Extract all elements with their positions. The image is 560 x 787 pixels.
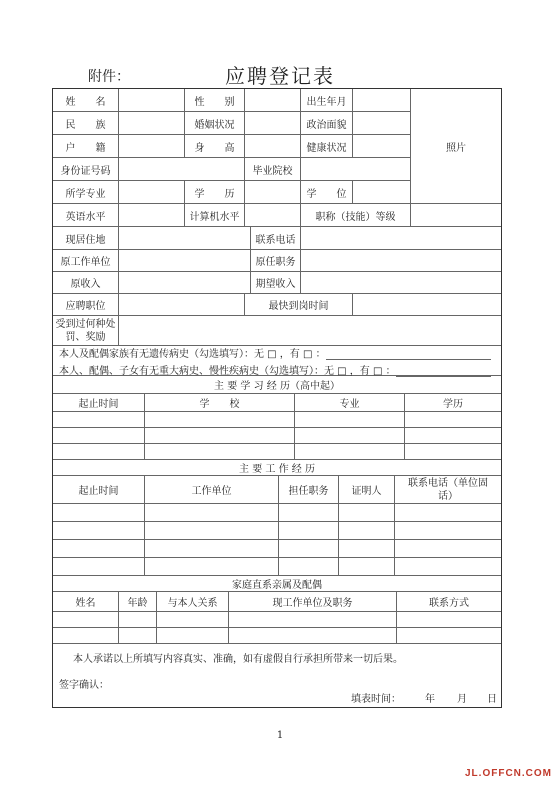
education-label: 学 历 <box>185 181 245 204</box>
study-row-3-degree[interactable] <box>405 444 501 460</box>
work-heading: 主 要 工 作 经 历 <box>53 460 501 476</box>
hereditary-disease-text: 本人及配偶家族有无遗传病史（勾选填写）：无 □ ，有 □ ： <box>59 348 326 360</box>
expected-income-field[interactable] <box>301 272 501 294</box>
study-row-2-major[interactable] <box>295 428 405 444</box>
phone-field[interactable] <box>301 227 501 250</box>
height-field[interactable] <box>245 135 301 158</box>
prev-position-label: 原任职务 <box>251 250 301 272</box>
family-row-2-employer[interactable] <box>229 628 397 644</box>
applied-position-field[interactable] <box>119 294 245 316</box>
study-row-3-time[interactable] <box>53 444 145 460</box>
work-col-phone <box>395 476 501 504</box>
family-col-name: 姓名 <box>53 592 119 612</box>
disease-line-1 <box>59 345 499 360</box>
study-row-2-school[interactable] <box>145 428 295 444</box>
study-row-1-degree[interactable] <box>405 412 501 428</box>
date-day: 日 <box>487 694 497 705</box>
prev-position-field[interactable] <box>301 250 501 272</box>
ethnicity-label: 民 族 <box>53 112 119 135</box>
family-row-2-age[interactable] <box>119 628 157 644</box>
work-col-time: 起止时间 <box>53 476 145 504</box>
health-label: 健康状况 <box>301 135 353 158</box>
study-row-3-school[interactable] <box>145 444 295 460</box>
awards-label <box>53 316 119 346</box>
work-col-employer: 工作单位 <box>145 476 279 504</box>
birth-label: 出生年月 <box>301 89 353 112</box>
computer-label: 计算机水平 <box>185 204 245 227</box>
work-col-referee: 证明人 <box>339 476 395 504</box>
family-row-1-contact[interactable] <box>397 612 501 628</box>
family-row-2-contact[interactable] <box>397 628 501 644</box>
family-row-1-employer[interactable] <box>229 612 397 628</box>
work-row-3-employer[interactable] <box>145 540 279 558</box>
awards-label-text: 受到过何种处罚、奖励 <box>55 318 116 343</box>
marital-label: 婚姻状况 <box>185 112 245 135</box>
awards-field[interactable] <box>119 316 501 346</box>
study-row-1-time[interactable] <box>53 412 145 428</box>
work-row-1-position[interactable] <box>279 504 339 522</box>
hereditary-disease-line[interactable] <box>326 349 491 360</box>
major-disease-line[interactable] <box>396 366 491 377</box>
promise-text: 本人承诺以上所填写内容真实、准确，如有虚假自行承担所带来一切后果。 <box>73 654 403 665</box>
family-heading: 家庭直系亲属及配偶 <box>53 576 501 592</box>
major-disease-text: 本人、配偶、子女有无重大病史、慢性疾病史（勾选填写）：无 □ ，有 □ ： <box>59 365 396 377</box>
family-col-contact: 联系方式 <box>397 592 501 612</box>
study-col-school: 学 校 <box>145 394 295 412</box>
study-col-degree: 学历 <box>405 394 501 412</box>
work-row-3-referee[interactable] <box>339 540 395 558</box>
signature-label: 签字确认： <box>59 680 109 691</box>
ethnicity-field[interactable] <box>119 112 185 135</box>
marital-field[interactable] <box>245 112 301 135</box>
hukou-label: 户 籍 <box>53 135 119 158</box>
study-row-2-degree[interactable] <box>405 428 501 444</box>
gender-label: 性 别 <box>185 89 245 112</box>
study-heading: 主 要 学 习 经 历（高中起） <box>53 376 501 394</box>
applied-position-label: 应聘职位 <box>53 294 119 316</box>
study-row-3-major[interactable] <box>295 444 405 460</box>
work-row-1-phone[interactable] <box>395 504 501 522</box>
degree-label: 学 位 <box>301 181 353 204</box>
photo-box[interactable]: 照片 <box>411 89 501 204</box>
title-level-label: 职称（技能）等级 <box>301 204 411 227</box>
study-col-major: 专业 <box>295 394 405 412</box>
address-field[interactable] <box>119 227 251 250</box>
family-col-employer: 现工作单位及职务 <box>229 592 397 612</box>
site-watermark-logo: JL.OFFCN.COM <box>465 768 552 779</box>
study-row-1-school[interactable] <box>145 412 295 428</box>
work-row-3-phone[interactable] <box>395 540 501 558</box>
page-number: 1 <box>276 730 284 741</box>
study-row-1-major[interactable] <box>295 412 405 428</box>
prev-employer-label: 原工作单位 <box>53 250 119 272</box>
work-row-2-position[interactable] <box>279 522 339 540</box>
work-row-3-position[interactable] <box>279 540 339 558</box>
study-row-2-time[interactable] <box>53 428 145 444</box>
english-field[interactable] <box>119 204 185 227</box>
education-field[interactable] <box>245 181 301 204</box>
date-month: 月 <box>457 694 467 705</box>
work-col-position: 担任职务 <box>279 476 339 504</box>
school-label: 毕业院校 <box>245 158 301 181</box>
family-row-2-name[interactable] <box>53 628 119 644</box>
footer-section <box>53 644 501 707</box>
date-year: 年 <box>425 694 435 705</box>
phone-label: 联系电话 <box>251 227 301 250</box>
family-row-1-name[interactable] <box>53 612 119 628</box>
idcard-field[interactable] <box>119 158 245 181</box>
major-field[interactable] <box>119 181 185 204</box>
earliest-date-label: 最快到岗时间 <box>245 294 353 316</box>
idcard-label: 身份证号码 <box>53 158 119 181</box>
attachment-label: 附件： <box>88 69 130 85</box>
work-row-2-referee[interactable] <box>339 522 395 540</box>
name-field[interactable] <box>119 89 185 112</box>
work-row-4-referee[interactable] <box>339 558 395 576</box>
prev-employer-field[interactable] <box>119 250 251 272</box>
height-label: 身 高 <box>185 135 245 158</box>
earliest-date-field[interactable] <box>353 294 501 316</box>
health-field[interactable] <box>353 135 411 158</box>
work-col-phone-text: 联系电话（单位固话） <box>408 477 488 502</box>
family-row-2-relation[interactable] <box>157 628 229 644</box>
work-row-4-time[interactable] <box>53 558 145 576</box>
address-label: 现居住地 <box>53 227 119 250</box>
work-row-4-employer[interactable] <box>145 558 279 576</box>
political-field[interactable] <box>353 112 411 135</box>
family-col-age: 年龄 <box>119 592 157 612</box>
work-row-2-employer[interactable] <box>145 522 279 540</box>
fill-date-label: 填表时间： <box>351 694 401 705</box>
expected-income-label: 期望收入 <box>251 272 301 294</box>
disease-section[interactable] <box>53 346 501 376</box>
family-row-1-age[interactable] <box>119 612 157 628</box>
school-field[interactable] <box>301 158 411 181</box>
degree-field[interactable] <box>353 181 411 204</box>
gender-field[interactable] <box>245 89 301 112</box>
work-row-1-employer[interactable] <box>145 504 279 522</box>
birth-field[interactable] <box>353 89 411 112</box>
disease-line-2 <box>59 362 499 377</box>
work-row-2-phone[interactable] <box>395 522 501 540</box>
hukou-field[interactable] <box>119 135 185 158</box>
family-row-1-relation[interactable] <box>157 612 229 628</box>
english-label: 英语水平 <box>53 204 119 227</box>
work-row-2-time[interactable] <box>53 522 145 540</box>
page-title: 应聘登记表 <box>225 64 335 88</box>
family-col-relation: 与本人关系 <box>157 592 229 612</box>
prev-income-field[interactable] <box>119 272 251 294</box>
name-label: 姓 名 <box>53 89 119 112</box>
title-level-field[interactable] <box>411 204 501 227</box>
work-row-3-time[interactable] <box>53 540 145 558</box>
study-col-time: 起止时间 <box>53 394 145 412</box>
major-label: 所学专业 <box>53 181 119 204</box>
work-row-4-phone[interactable] <box>395 558 501 576</box>
work-row-4-position[interactable] <box>279 558 339 576</box>
registration-form <box>52 88 502 708</box>
political-label: 政治面貌 <box>301 112 353 135</box>
prev-income-label: 原收入 <box>53 272 119 294</box>
work-row-1-referee[interactable] <box>339 504 395 522</box>
computer-field[interactable] <box>245 204 301 227</box>
work-row-1-time[interactable] <box>53 504 145 522</box>
